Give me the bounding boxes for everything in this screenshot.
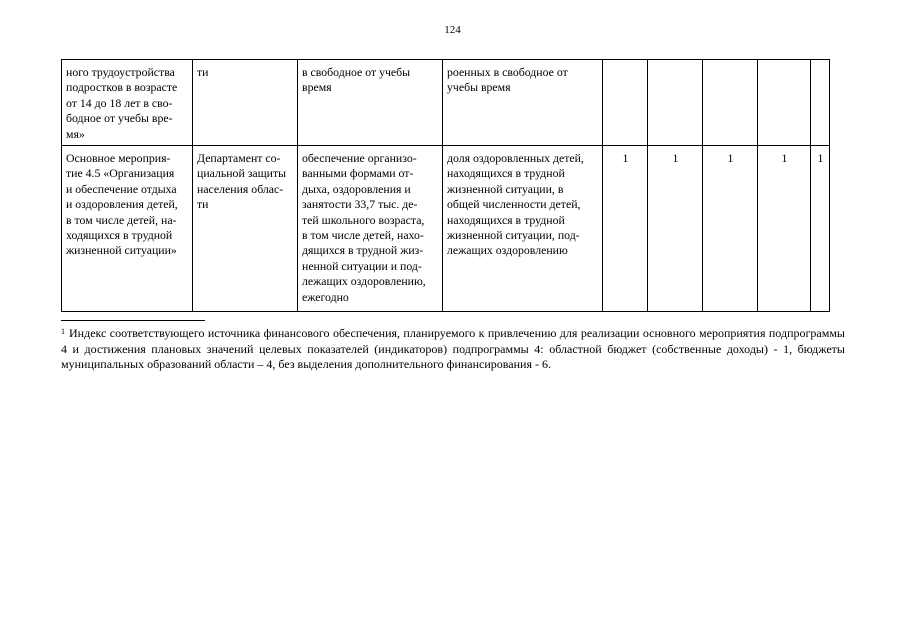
indicators-table xyxy=(61,59,830,312)
table-cell xyxy=(603,60,648,146)
table-cell xyxy=(703,60,758,146)
footnote-divider xyxy=(61,320,205,321)
table-cell: обеспечение организо- ванными формами от- дыха, оздоровления и занятости 33,7 тыс. де- тей школьного возраста, в том числе детей, нахо- дящихся в трудной жиз- ненной ситуации и под- лежащих оздоровлению, ежегодно xyxy=(298,146,443,312)
table-cell: 1 xyxy=(758,146,811,312)
table-cell: в свободное от учебы время xyxy=(298,60,443,146)
table-cell: 1 xyxy=(811,146,830,312)
table-cell xyxy=(758,60,811,146)
table-cell: 1 xyxy=(703,146,758,312)
table-cell xyxy=(648,60,703,146)
page-number: 124 xyxy=(444,24,461,36)
table-cell: доля оздоровленных детей, находящихся в трудной жизненной ситуации, в общей численности детей, находящихся в трудной жизненной ситуации, под- лежащих оздоровлению xyxy=(443,146,603,312)
table-cell: Основное мероприя- тие 4.5 «Организация и обеспечение отдыха и оздоровления детей, в том числе детей, на- ходящихся в трудной жизненной ситуации» xyxy=(62,146,193,312)
table-cell: ти xyxy=(193,60,298,146)
table-row xyxy=(62,60,830,146)
table-cell: 1 xyxy=(648,146,703,312)
table-cell: роенных в свободное от учебы время xyxy=(443,60,603,146)
footnote xyxy=(61,326,845,373)
table-cell xyxy=(811,60,830,146)
table-cell: Департамент со- циальной защиты населения облас- ти xyxy=(193,146,298,312)
footnote-text: Индекс соответствующего источника финансового обеспечения, планируемого к привлечению для реализации основного мероприятия подпрограммы 4 и достижения плановых значений целевых показателей (индикаторов) подпрограммы 4: областной бюджет (собственные доходы) - 1, бюджеты муниципальных образований области – 4, без выделения дополнительного финансирования - 6. xyxy=(61,326,845,371)
table-row xyxy=(62,146,830,312)
footnote-marker: 1 xyxy=(61,327,65,336)
table-cell: 1 xyxy=(603,146,648,312)
table-cell: ного трудоустройства подростков в возрасте от 14 до 18 лет в сво- бодное от учебы вре- мя» xyxy=(62,60,193,146)
